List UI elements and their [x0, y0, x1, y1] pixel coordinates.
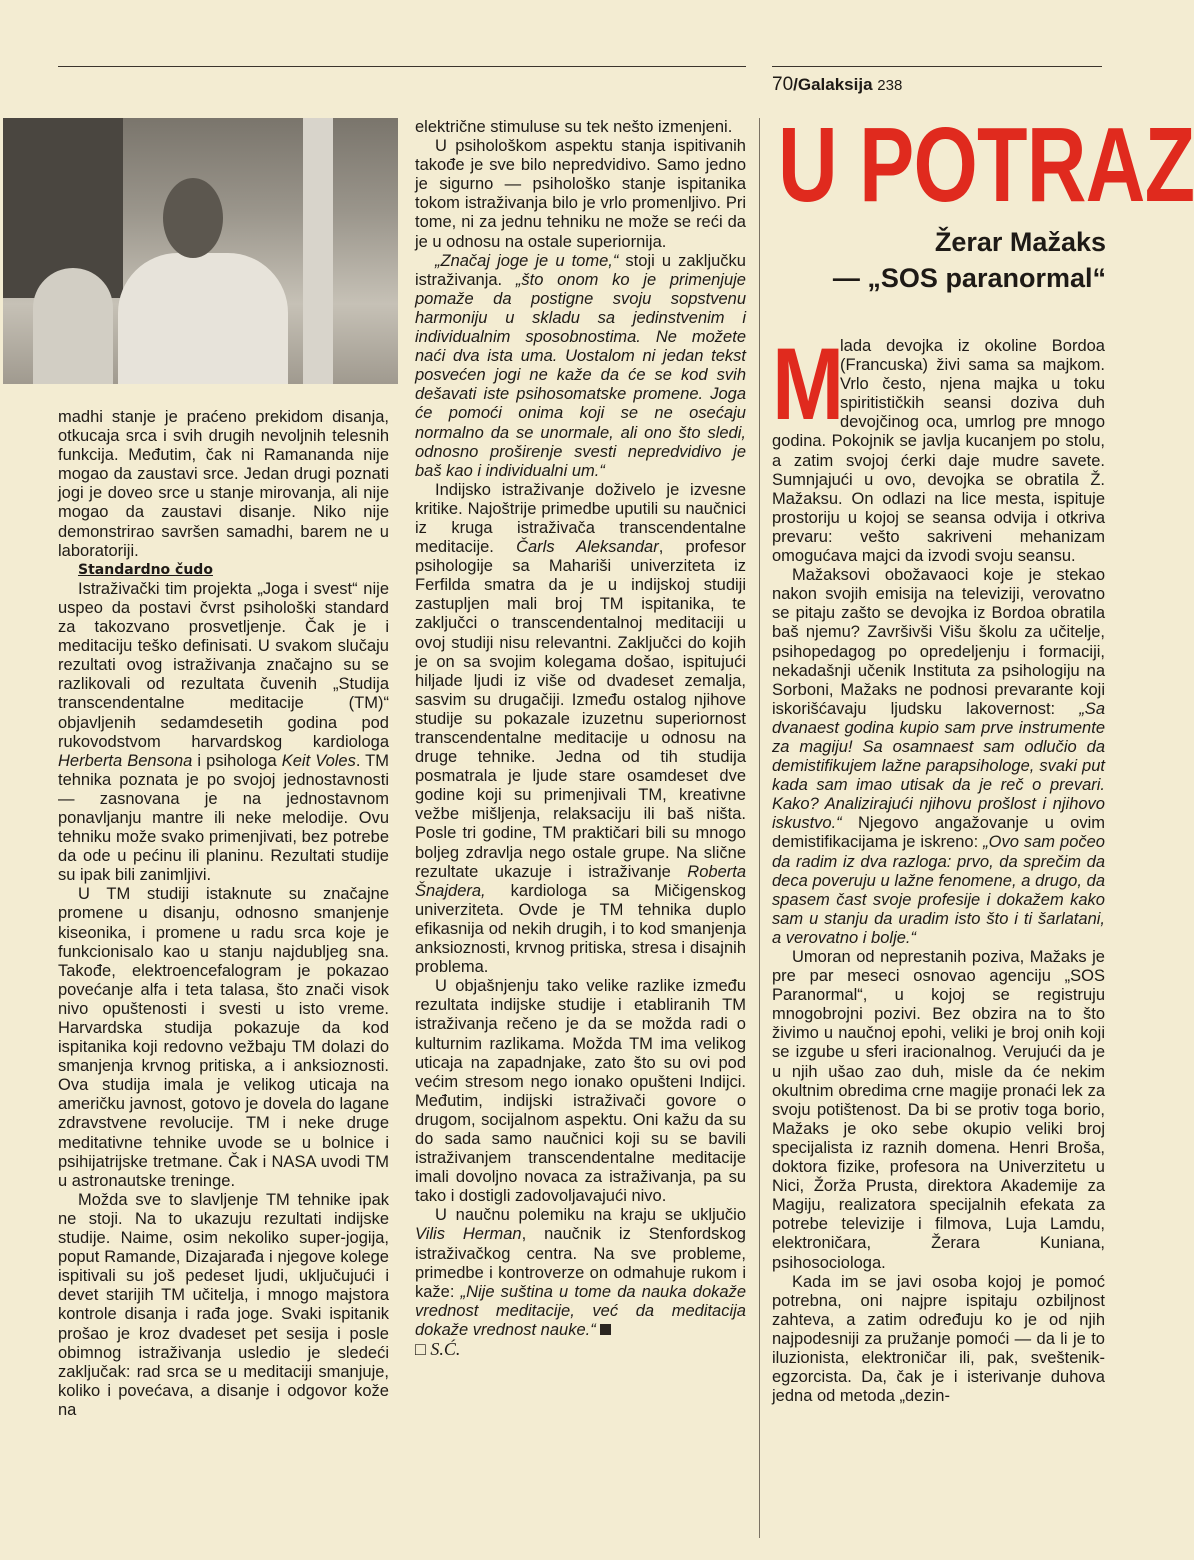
paragraph: „Značaj joge je u tome,“ stoji u zaključku istraživanja. „što onom ko je primenjuje pomaže da postigne svoju sopstvenu harmoniju u skladu sa jedinstvenim i individualnim sposobnostima. Ne možete naći dva ista uma. Uostalom ni jedan tekst posvećen jogi ne kaže da će se kod svih dešavati iste psihosomatske promene. Joga će pomoći onima koji se ne osećaju normalno da se unormale, ali ono što sledi, odnosno proširenje svesti nepredvidivo je baš kao i individualni um.“ [415, 251, 746, 480]
paragraph: Indijsko istraživanje doživelo je izvesne kritike. Najoštrije primedbe uputili su naučnici iz kruga istraživača transcendentalne meditacije. Čarls Aleksandar, profesor psihologije sa Mahariši univerziteta iz Ferfilda smatra da je u indijskoj studiji zastupljen mali broj TM ispitanika, te zaključci o transcendentalnoj meditaciji u ovoj studiji nisu relevantni. Zaključci do kojih je on sa svojim kolegama došao, ispitujući hiljade ljudi iz više od dvadeset zemalja, sasvim su drugačiji. Između ostalog njihove studije su pokazale izuzetnu superiornost transcendentalne meditacije u odnosu na druge tehnike. Jedna od tih studija posmatrala je ljude stare osamdeset dve godine koji su primenjivali TM, kreativne vežbe mišljenja, relaksaciju ili baš ništa. Posle tri godine, TM praktičari bili su mnogo boljeg zdravlja nego ostale grupe. Na slične rezultate ukazuje i istraživanje Roberta Šnajdera, kardiologa sa Mičigenskog univerziteta. Ovde je TM tehnika duplo efikasnija od nekih drugih, i to kod smanjenja anksioznosti, krvnog pritiska, stresa i disajnih problema. [415, 480, 747, 977]
page-number: 70 [772, 74, 794, 95]
paragraph: U psihološkom aspektu stanja ispitivanih takođe je sve bilo nepredvidivo. Samo jedno je sigurno — psihološko stanje ispitanika tokom istraživanja bilo je vrlo promenljivo. Pri tome, ni za jednu tehniku ne može se reći da je u odnosu na ostale superiornija. [415, 137, 746, 251]
paragraph: M lada devojka iz okoline Bordoa (Francuska) živi sama sa majkom. Vrlo često, njena majka u toku spiritističkih seansi doziva duh devojčinog oca, umrlog pre mnogo godina. Pokojnik se javlja kucanjem po stolu, a zatim svojoj ćerki daje mudre savete. Sumnjajući u ovo, devojka se obratila Ž. Mažaksu. On odlazi na lice mesta, ispituje prostoriju u kojoj se seansa odvija i otkriva prevaru: vešto sakriveni mehanizam omogućava majci da izvodi svoju seansu. [772, 327, 1105, 566]
paragraph: Mažaksovi obožavaoci koje je stekao nakon svojih emisija na televiziji, verovatno se pitaju zašto se devojka iz Bordoa obratila baš njemu? Završivši Višu školu za učitelje, psihopedagog po opredeljenju i formaciji, nekadašnji učenik Instituta za psihologiju na Sorboni, Mažaks ne podnosi prevarante koji iskorišćavaju ljudsku lakovernost: „Sa dvanaest godina kupio sam prve instrumente za magiju! Sa osamnaest sam odlučio da demistifikujem lažne parapsihologe, svaki put kada sam imao utisak da je reč o prevari. Kako? Analizirajući njihovu prošlost i njihovo iskustvo.“ Njegovo angažovanje u ovim demistifikacijama je iskreno: „Ovo sam počeo da radim iz dva razloga: prvo, da sprečim da deca poveruju u lažne fenomene, a drugo, da spasem čast svoje profesije i dokažem kako sam u stanju da uradim isto što i ti šarlatani, a verovatno i bolje.“ [772, 566, 1105, 947]
article-headline: U POTRAZ [778, 106, 1194, 224]
paragraph: električne stimuluse su tek nešto izmenjeni. [415, 118, 733, 136]
paragraph: U TM studiji istaknute su značajne promene u disanju, odnosno smanjenje kiseonika, i promene u radu srca koje je funkcionisalo kao u stanju najdubljeg sna. Takođe, elektroencefalogram je pokazao povećanje alfa i teta talasa, što znači visok nivo opuštenosti i svesti u isto vreme. Harvardska studija pokazuje da kod ispitanika koji redovno vežbaju TM dolazi do smanjenja krvnog pritiska, a i anksioznosti. Ova studija imala je velikog uticaja na američku javnost, gotovo je dovela do lagane zdravstvene revolucije. TM i neke druge meditativne tehnike uvode se u bolnice i psihijatrijske tretmane. Čak i NASA uvodi TM u astronautske treninge. [58, 885, 389, 1190]
article-subtitle: — „SOS paranormal“ [832, 263, 1106, 293]
top-rule [58, 66, 746, 67]
column-divider [759, 118, 760, 1538]
column-1 [58, 408, 389, 1420]
page-folio: 70/Galaksija 238 [772, 74, 903, 95]
author-signature: □ S.Ć. [415, 1339, 461, 1359]
article-byline [833, 224, 1106, 296]
paragraph: U objašnjenju tako velike razlike između rezultata indijske studije i etabliranih TM istraživanja rečeno je da se možda radi o kulturnim razlikama. Možda TM ima velikog uticaja na zapadnjake, zato što su ovi pod većim stresom nego ionako opušteni Indijci. Međutim, indijski istraživači govore o drugom, socijalnom aspektu. Oni kažu da su do sada samo naučnici koji su se bavili istraživanjem transcendentalne meditacije imali dovoljno novaca za istraživanja, pa su tako i dostigli zadovoljavajući nivo. [415, 977, 746, 1206]
article-photo [3, 118, 398, 384]
top-rule-right [772, 66, 1102, 67]
paragraph: Kada im se javi osoba kojoj je pomoć potrebna, oni najpre ispitaju ozbiljnost zahteva, a zatim određuju ko je od njih najpodesniji za pružanje pomoći — da li je to iluzionista, elektroničar ili, pak, sveštenik-egzorcista. Da, čak je i isterivanje duhova jedna od metoda „dezin- [772, 1272, 1105, 1406]
column-3 [772, 327, 1105, 1406]
magazine-name: Galaksija [797, 75, 873, 94]
paragraph: Možda sve to slavljenje TM tehnike ipak ne stoji. Na to ukazuju rezultati indijske studije. Naime, osim nekoliko super-jogija, poput Ramande, Dizajarađa i njegove kolege ispitivali su još pedeset ljudi, uključujući i devet starijih TM učitelja, i mnogo majstora kontrole disanja i rađa joge. Svaki ispitanik prošao je kroz dvadeset pet sesija i posle obimnog istraživanja usledio je sledeći zaključak: rad srca se u meditaciji smanjuje, koliko i povećava, a disanje i odgovor kože na [58, 1190, 389, 1419]
headline-box [778, 106, 1194, 224]
author-name: Žerar Mažaks [934, 227, 1106, 257]
end-mark-icon [600, 1324, 611, 1335]
paragraph: madhi stanje je praćeno prekidom disanja, otkucaja srca i svih drugih nevoljnih telesnih funkcija. Međutim, čak ni Ramananda nije mogao da zaustavi srce. Jedan drugi poznati jogi je doveo srce u stanje mirovanja, ali nije mogao da zaustavi disanje. Niko nije demonstrirao savršen samadhi, barem ne u laboratoriji. [58, 408, 389, 560]
column-2 [415, 118, 746, 1359]
section-subhead: Standardno čudo [78, 561, 213, 578]
issue-number: 238 [877, 77, 903, 94]
paragraph: Istraživački tim projekta „Joga i svest“ nije uspeo da postavi čvrst psihološki standard za takozvano prosvetljenje. Čak je i meditaciju teško definisati. U svakom slučaju rezultati ovog istraživanja značajno su se razlikovali od rezultata čuvenih „Studija transcendentalne meditacije (TM)“ objavljenih sedamdesetih godina pod rukovodstvom harvardskog kardiologa Herberta Bensona i psihologa Keit Voles. TM tehnika poznata je po svojoj jednostavnosti — zasnovana je na jednostavnom ponavljanju mantre ili neke melodije. Ovu tehniku može svako primenjivati, bez potrebe da ode u pećinu ili planinu. Rezultati studije su ipak bili zanimljivi. [58, 579, 389, 885]
paragraph: Umoran od neprestanih poziva, Mažaks je pre par meseci osnovao agenciju „SOS Paranormal“, u kojoj se registruju mnogobrojni pozivi. Bez obzira na to što živimo u naučnoj epohi, veliki je broj onih koji se izgube u sferi iracionalnog. Verujući da je u njih ušao zao duh, misle da će nekim okultnim obredima crne magije pronaći lek za svoju potištenost. Da bi se protiv toga borio, Mažaks je oko sebe okupio veliki broj specijalista iz raznih domena. Henri Broša, doktora fizike, profesora na Univerzitetu u Nici, Žorža Prusta, direktora Akademije za Magiju, realizatora specijalnih efekata za potrebe televizije i filmova, Luja Lamdu, elektroničara, Žerara Kuniana, psihosociologa. [772, 948, 1105, 1272]
drop-cap: M [772, 327, 845, 441]
paragraph: U naučnu polemiku na kraju se uključio Vilis Herman, naučnik iz Stenfordskog istraživačkog centra. Na sve probleme, primedbe i kontroverze on odmahuje rukom i kaže: „Nije suština u tome da nauka dokaže vrednost meditacije, već da meditacija dokaže vrednost nauke.“ [415, 1206, 746, 1339]
